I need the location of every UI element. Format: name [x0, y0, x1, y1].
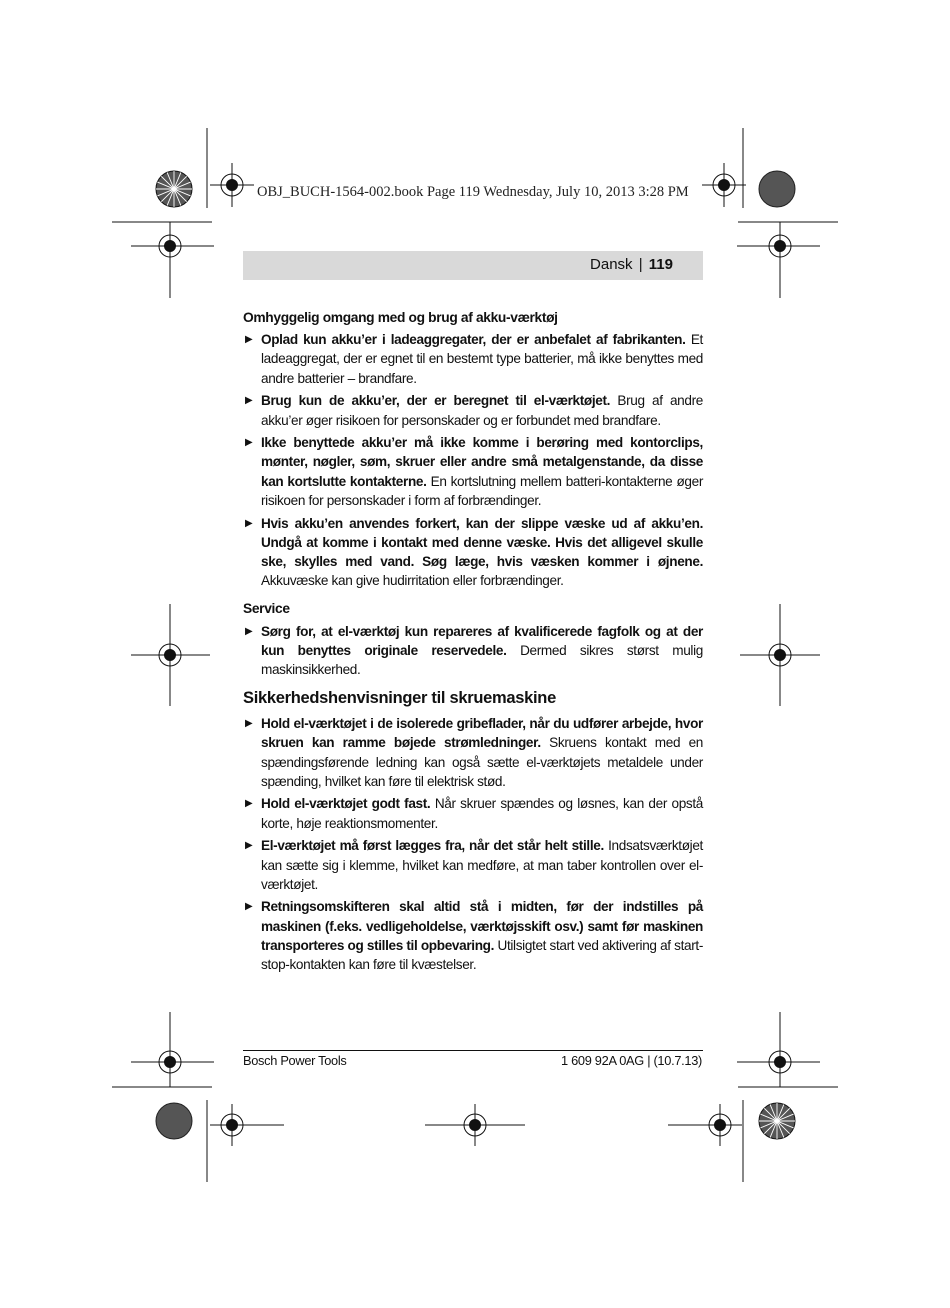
item-bold-text: El-værktøjet må først lægges fra, når det står helt stille. [261, 838, 604, 854]
service-list [243, 622, 703, 680]
item-bold-text: Sørg for, at el-værktøj kun repareres af kvalificerede fagfolk og at der kun benyttes originale reservedele. [261, 623, 703, 658]
list-item [243, 622, 703, 680]
item-body-text: Indsatsværktøjet kan sætte sig i klemme, hvilket kan medføre, at man taber kontrollen over el-værktøjet. [261, 838, 703, 892]
header-text [590, 256, 673, 273]
list-item [243, 897, 703, 974]
starburst-target-bottom-right [759, 1103, 795, 1139]
bullet-arrow-icon: ▶ [245, 395, 253, 407]
list-item [243, 714, 703, 791]
registration-mark-bottom-center [425, 1104, 525, 1146]
list-item [243, 836, 703, 894]
item-body-text: Et ladeaggregat, der er egnet til en bestemt type batterier, må ikke benyttes med andre batterier – brandfare. [261, 332, 703, 386]
item-bold-text: Hold el-værktøjet godt fast. [261, 796, 431, 812]
bullet-arrow-icon: ▶ [245, 798, 253, 810]
item-body-text: Når skruer spændes og løsnes, kan der opstå korte, høje reaktionsmomenter. [261, 796, 703, 831]
registration-mark-left-upper [131, 222, 214, 298]
item-bold-text: Hold el-værktøjet i de isolerede gribeflader, når du udfører arbejde, hvor skruen kan ramme bøjede strømledninger. [261, 716, 703, 751]
item-bold-text: Retningsomskifteren skal altid stå i midten, før der indstilles på maskinen (f.eks. vedligeholdelse, værktøjsskift osv.) samt før maskinen transporteres og stilles til opbevaring. [261, 899, 703, 953]
grey-target-bottom-left [156, 1103, 192, 1139]
registration-mark-top-left [210, 163, 254, 207]
bullet-arrow-icon: ▶ [245, 718, 253, 730]
footer-brand: Bosch Power Tools [243, 1053, 347, 1068]
page-header [243, 251, 703, 280]
starburst-target-top-left [156, 171, 192, 207]
bullet-arrow-icon: ▶ [245, 840, 253, 852]
list-item [243, 514, 703, 591]
item-body-text: Brug af andre akku’er øger risikoen for personskader og er forbundet med brandfare. [261, 393, 703, 428]
printer-slug-line: OBJ_BUCH-1564-002.book Page 119 Wednesday, July 10, 2013 3:28 PM [257, 184, 689, 200]
list-item [243, 330, 703, 388]
battery-list [243, 330, 703, 590]
service-heading: Service [243, 601, 290, 617]
header-section: Dansk [590, 256, 633, 273]
registration-mark-right-upper [737, 222, 820, 298]
battery-heading: Omhyggelig omgang med og brug af akku-værktøj [243, 310, 558, 325]
item-body-text: Utilsigtet start ved aktivering af start-stop-kontakten kan føre til kvæstelser. [261, 937, 704, 973]
item-body-text: Akkuvæske kan give hudirritation eller forbrændinger. [261, 573, 564, 589]
footer-doc-code: 1 609 92A 0AG | (10.7.13) [561, 1053, 702, 1068]
registration-mark-bottom-left [210, 1104, 284, 1146]
list-item [243, 794, 703, 832]
screwdriver-heading: Sikkerhedshenvisninger til skruemaskine [243, 689, 556, 708]
bullet-arrow-icon: ▶ [245, 517, 253, 529]
registration-mark-right-lower [737, 1012, 820, 1087]
screwdriver-list [243, 714, 703, 974]
registration-mark-left-middle [131, 604, 210, 706]
bullet-arrow-icon: ▶ [245, 437, 253, 449]
item-body-text: Skruens kontakt med en spændingsførende ledning kan også sætte el-værktøjets metaldele under spænding, hvilket kan føre til elektrisk stød. [261, 735, 703, 789]
registration-mark-left-lower [131, 1012, 214, 1087]
header-separator: | [638, 256, 643, 273]
item-body-text: En kortslutning mellem batteri-kontakterne øger risikoen for personskader i form af forbrændinger. [261, 473, 703, 508]
bullet-arrow-icon: ▶ [245, 625, 253, 637]
item-bold-text: Hvis akku’en anvendes forkert, kan der slippe væske ud af akku’en. Undgå at komme i kontakt med denne væske. Hvis det alligevel skulle ske, skylles med vand. Søg læge, hvis væsken kommer i øjnene. [261, 515, 703, 569]
item-body-text: Dermed sikres størst mulig maskinsikkerhed. [261, 642, 703, 677]
bullet-arrow-icon: ▶ [245, 901, 253, 913]
list-item [243, 391, 703, 429]
registration-mark-right-middle [740, 604, 820, 706]
footer-rule [243, 1050, 703, 1051]
item-bold-text: Ikke benyttede akku’er må ikke komme i berøring med kontorclips, mønter, nøgler, søm, skruer eller andre små metalgenstande, da disse kan kortslutte kontakterne. [261, 435, 703, 489]
grey-target-top-right [759, 171, 795, 207]
page-content [243, 308, 703, 978]
page-number: 119 [648, 256, 673, 273]
item-bold-text: Oplad kun akku’er i ladeaggregater, der er anbefalet af fabrikanten. [261, 332, 686, 348]
item-bold-text: Brug kun de akku’er, der er beregnet til el-værktøjet. [261, 393, 611, 409]
bullet-arrow-icon: ▶ [245, 334, 253, 346]
list-item [243, 433, 703, 510]
registration-mark-bottom-right [668, 1104, 742, 1146]
